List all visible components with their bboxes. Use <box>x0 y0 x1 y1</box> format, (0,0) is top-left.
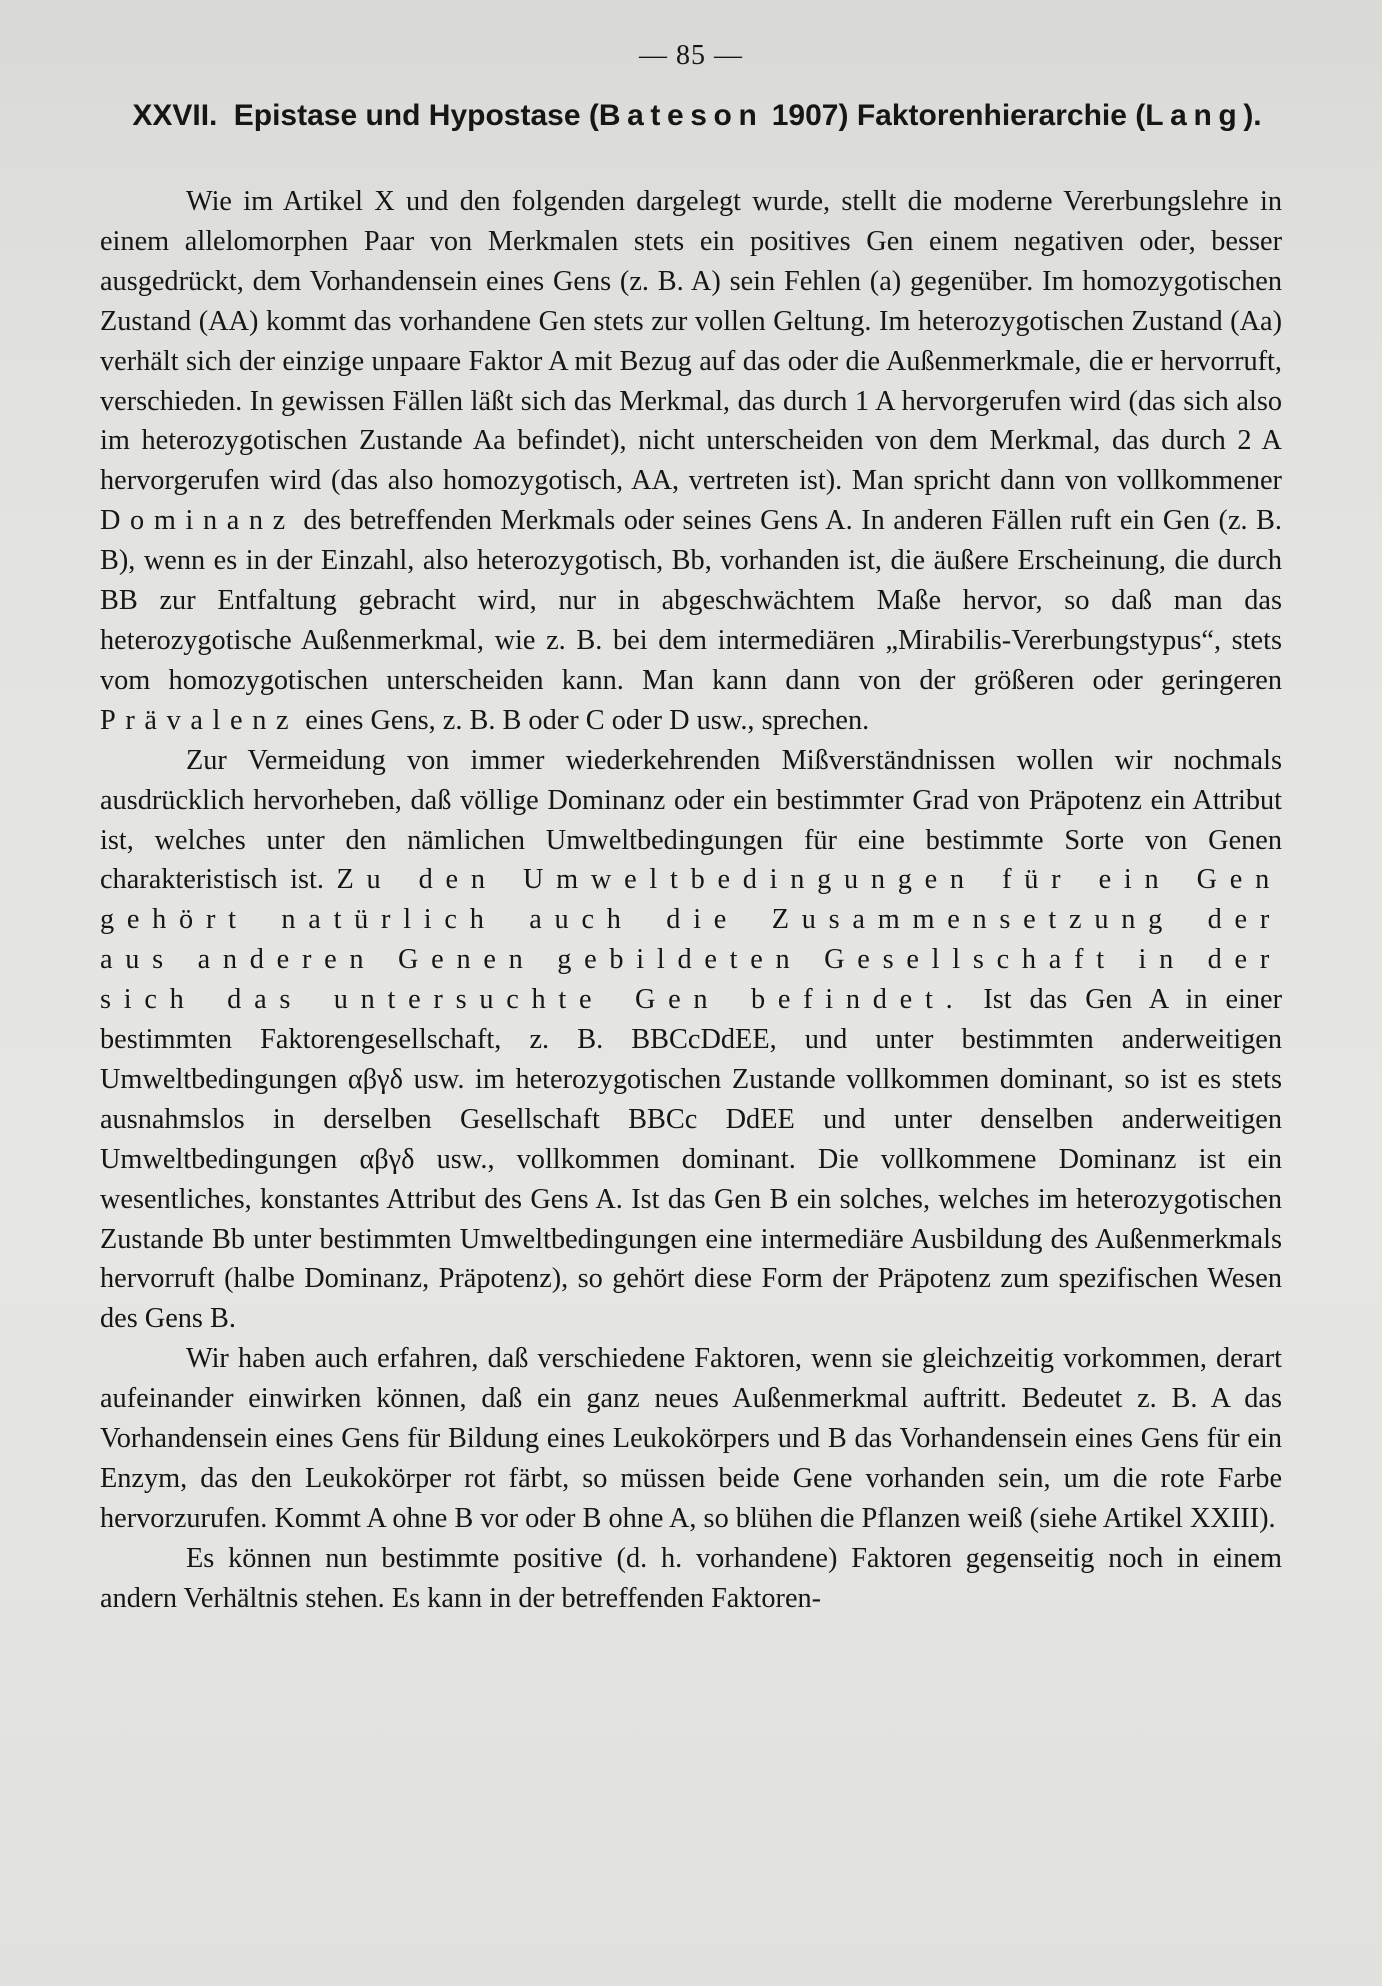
paragraph-2 <box>100 741 1282 1340</box>
article-number: XXVII. <box>132 99 218 132</box>
emphasis-praevalenz: Prävalenz <box>100 704 299 736</box>
heading-title-part2: 1907) Faktorenhierarchie <box>771 99 1127 132</box>
heading-title-end: ). <box>1243 99 1262 132</box>
paragraph-1 <box>100 182 1282 741</box>
paragraph-3 <box>100 1339 1282 1539</box>
paragraph-1-text-e: eines Gens, z. B. B oder C oder D usw., sprechen. <box>305 704 870 736</box>
paragraph-3-text: Wir haben auch erfahren, daß verschiedene Faktoren, wenn sie gleichzeitig vorkommen, derart aufeinander einwirken können, daß ein ganz neues Außenmerkmal auftritt. Bedeutet z. B. A das Vorhandensein eines Gens für Bildung eines Leukokörpers und B das Vorhandensein eines Gens für ein Enzym, das den Leukokörper rot färbt, so müssen beide Gene vorhanden sein, um die rote Farbe hervorzurufen. Kommt A ohne B vor oder B ohne A, so blühen die Pflanzen weiß (siehe Artikel XXIII). <box>100 1343 1282 1534</box>
paragraph-1-text-a: Wie im Artikel X und den folgenden dargelegt wurde, stellt die moderne Vererbungslehre in einem allelomorphen Paar von Merkmalen stets ein positives Gen einem negativen oder, besser ausgedrückt, dem Vorhandensein eines Gens (z. B. A) sein Fehlen (a) gegenüber. Im homozygotischen Zustand (AA) kommt das vorhandene Gen stets zur vollen Geltung. Im heterozygotischen Zustand (Aa) verhält sich der einzige unpaare Faktor A mit Bezug auf das oder die Außenmerkmale, die er hervorruft, verschieden. In gewissen Fällen läßt sich das Merkmal, das durch 1 A hervorgerufen wird (das sich also im heterozygotischen Zustande Aa befindet), nicht unterscheiden von dem Merkmal, das durch 2 A hervorgerufen wird (das also homozygotisch, AA, vertreten ist). Man spricht dann von vollkommener <box>100 186 1282 497</box>
paragraph-2-text-a: Zur Vermeidung von immer wiederkehrenden Mißverständnissen wollen wir nochmals ausdrücklich hervorheben, daß völlige Dominanz oder ein bestimmter Grad von Präpotenz ein Attribut ist, welches unter den nämlichen Umweltbedingungen für eine bestimmte Sorte von Genen charakteristisch ist. <box>100 744 1282 896</box>
emphasis-dominanz: Dominanz <box>100 505 295 537</box>
paragraph-2-text-c: Ist das Gen A in einer bestimmten Faktorengesellschaft, z. B. BBCcDdEE, und unter bestimmten anderweitigen Umweltbedingungen αβγδ usw. im heterozygotischen Zustande vollkommen dominant, so ist es stets ausnahmslos in derselben Gesellschaft BBCc DdEE und unter denselben anderweitigen Umweltbedingungen αβγδ usw., vollkommen dominant. Die vollkommene Dominanz ist ein wesentliches, konstantes Attribut des Gens A. Ist das Gen B ein solches, welches im heterozygotischen Zustande Bb unter bestimmten Umweltbedingungen eine intermediäre Ausbildung des Außenmerkmals hervorruft (halbe Dominanz, Präpotenz), so gehört diese Form der Präpotenz zum spezifischen Wesen des Gens B. <box>100 984 1282 1335</box>
heading-author-bateson: Bateson <box>598 99 764 132</box>
paragraph-4 <box>100 1539 1282 1619</box>
body-text <box>100 182 1282 1619</box>
paragraph-4-text: Es können nun bestimmte positive (d. h. vorhandene) Faktoren gegenseitig noch in einem andern Verhältnis stehen. Es kann in der betreffenden Faktoren- <box>100 1542 1282 1614</box>
paragraph-1-text-c: des betreffenden Merkmals oder seines Gens A. In anderen Fällen ruft ein Gen (z. B. B), wenn es in der Einzahl, also heterozygotisch, Bb, vorhanden ist, die äußere Erscheinung, die durch BB zur Entfaltung gebracht wird, nur in abgeschwächtem Maße hervor, so daß man das heterozygotische Außenmerkmal, wie z. B. bei dem intermediären „Mirabilis-Vererbungstypus“, stets vom homozygotischen unterscheiden kann. Man kann dann von der größeren oder geringeren <box>100 505 1283 696</box>
heading-author-lang: Lang <box>1145 99 1244 132</box>
heading-title-part1: Epistase und Hypostase <box>233 99 581 132</box>
page-number: — 85 — <box>639 40 743 71</box>
article-heading: XXVII. Epistase und Hypostase (Bateson 1907) Faktorenhierarchie (Lang). <box>132 99 1262 132</box>
emphasis-umweltbedingungen: Zu den Umweltbedingungen für ein Gen gehört natürlich auch die Zusammensetzung der aus anderen Genen gebildeten Gesellschaft in der sich das untersuchte Gen befindet. <box>100 864 1282 1016</box>
